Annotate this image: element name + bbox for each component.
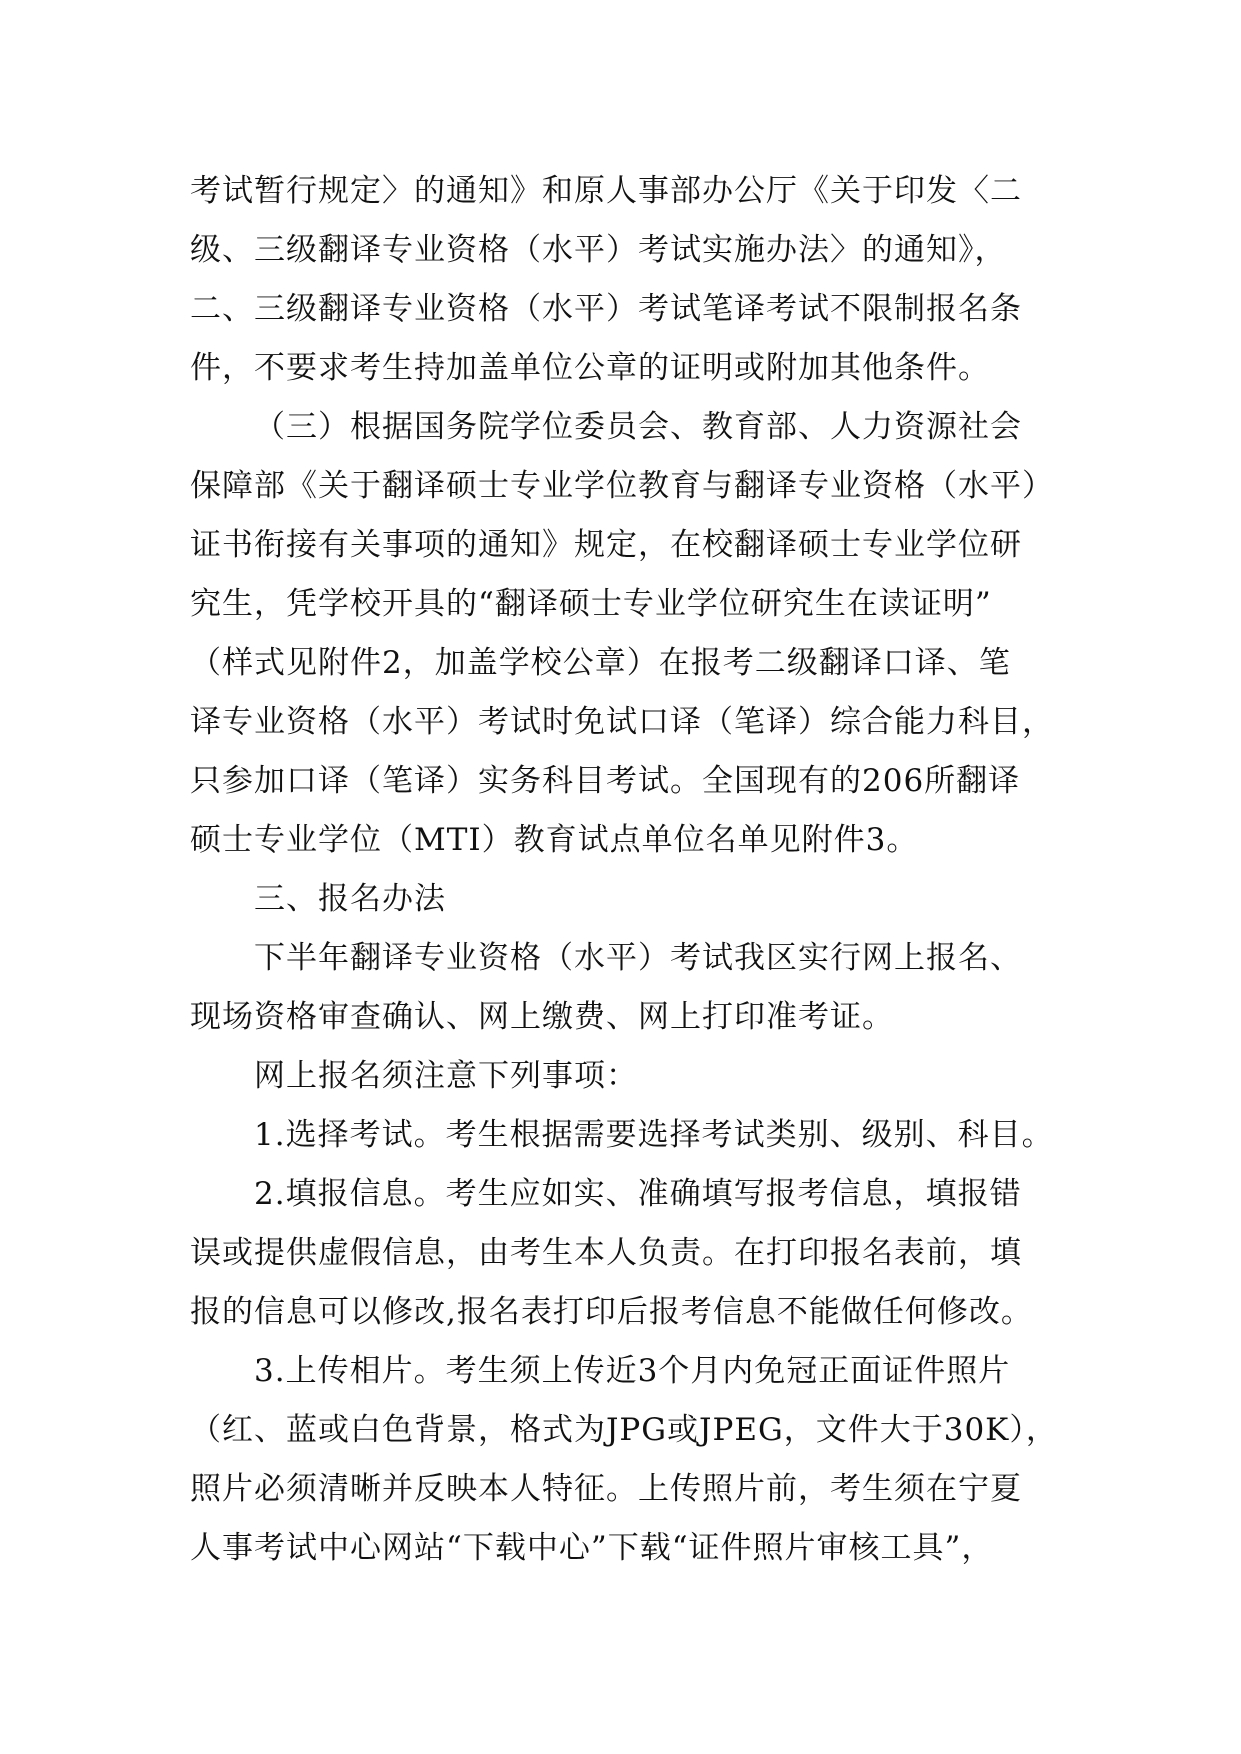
text-line-16: 网上报名须注意下列事项： <box>254 1058 638 1094</box>
text-line-15: 现场资格审查确认、网上缴费、网上打印准考证。 <box>190 999 894 1035</box>
text-line-10: 译专业资格（水平）考试时免试口译（笔译）综合能力科目， <box>190 704 1054 740</box>
text-line-14: 下半年翻译专业资格（水平）考试我区实行网上报名、 <box>254 940 1022 976</box>
text-line-6: 保障部《关于翻译硕士专业学位教育与翻译专业资格（水平） <box>190 468 1054 504</box>
text-line-24: 人事考试中心网站“下载中心”下载“证件照片审核工具”， <box>190 1530 994 1566</box>
document-body <box>190 162 1070 1578</box>
text-line-17: 1.选择考试。考生根据需要选择考试类别、级别、科目。 <box>254 1117 1054 1153</box>
text-line-9: （样式见附件2，加盖学校公章）在报考二级翻译口译、笔 <box>190 645 1011 681</box>
section-heading: 三、报名办法 <box>254 881 446 917</box>
text-line-22: （红、蓝或白色背景，格式为JPG或JPEG，文件大于30K）， <box>190 1412 1058 1448</box>
text-line-4: 件，不要求考生持加盖单位公章的证明或附加其他条件。 <box>190 350 990 386</box>
text-line-2: 级、三级翻译专业资格（水平）考试实施办法〉的通知》， <box>190 232 1007 268</box>
text-line-5: （三）根据国务院学位委员会、教育部、人力资源社会 <box>254 409 1022 445</box>
text-line-19: 误或提供虚假信息，由考生本人负责。在打印报名表前，填 <box>190 1235 1022 1271</box>
text-line-7: 证书衔接有关事项的通知》规定，在校翻译硕士专业学位研 <box>190 527 1022 563</box>
text-line-8: 究生，凭学校开具的“翻译硕士专业学位研究生在读证明” <box>190 586 992 622</box>
text-line-11: 只参加口译（笔译）实务科目考试。全国现有的206所翻译 <box>190 763 1021 799</box>
text-line-3: 二、三级翻译专业资格（水平）考试笔译考试不限制报名条 <box>190 291 1022 327</box>
text-line-18: 2.填报信息。考生应如实、准确填写报考信息，填报错 <box>254 1176 1022 1212</box>
text-line-23: 照片必须清晰并反映本人特征。上传照片前，考生须在宁夏 <box>190 1471 1022 1507</box>
text-line-12: 硕士专业学位（MTI）教育试点单位名单见附件3。 <box>190 822 919 858</box>
text-line-1: 考试暂行规定〉的通知》和原人事部办公厅《关于印发〈二 <box>190 173 1022 209</box>
text-line-20: 报的信息可以修改,报名表打印后报考信息不能做任何修改。 <box>190 1294 1033 1330</box>
text-line-21: 3.上传相片。考生须上传近3个月内免冠正面证件照片 <box>254 1353 1011 1389</box>
